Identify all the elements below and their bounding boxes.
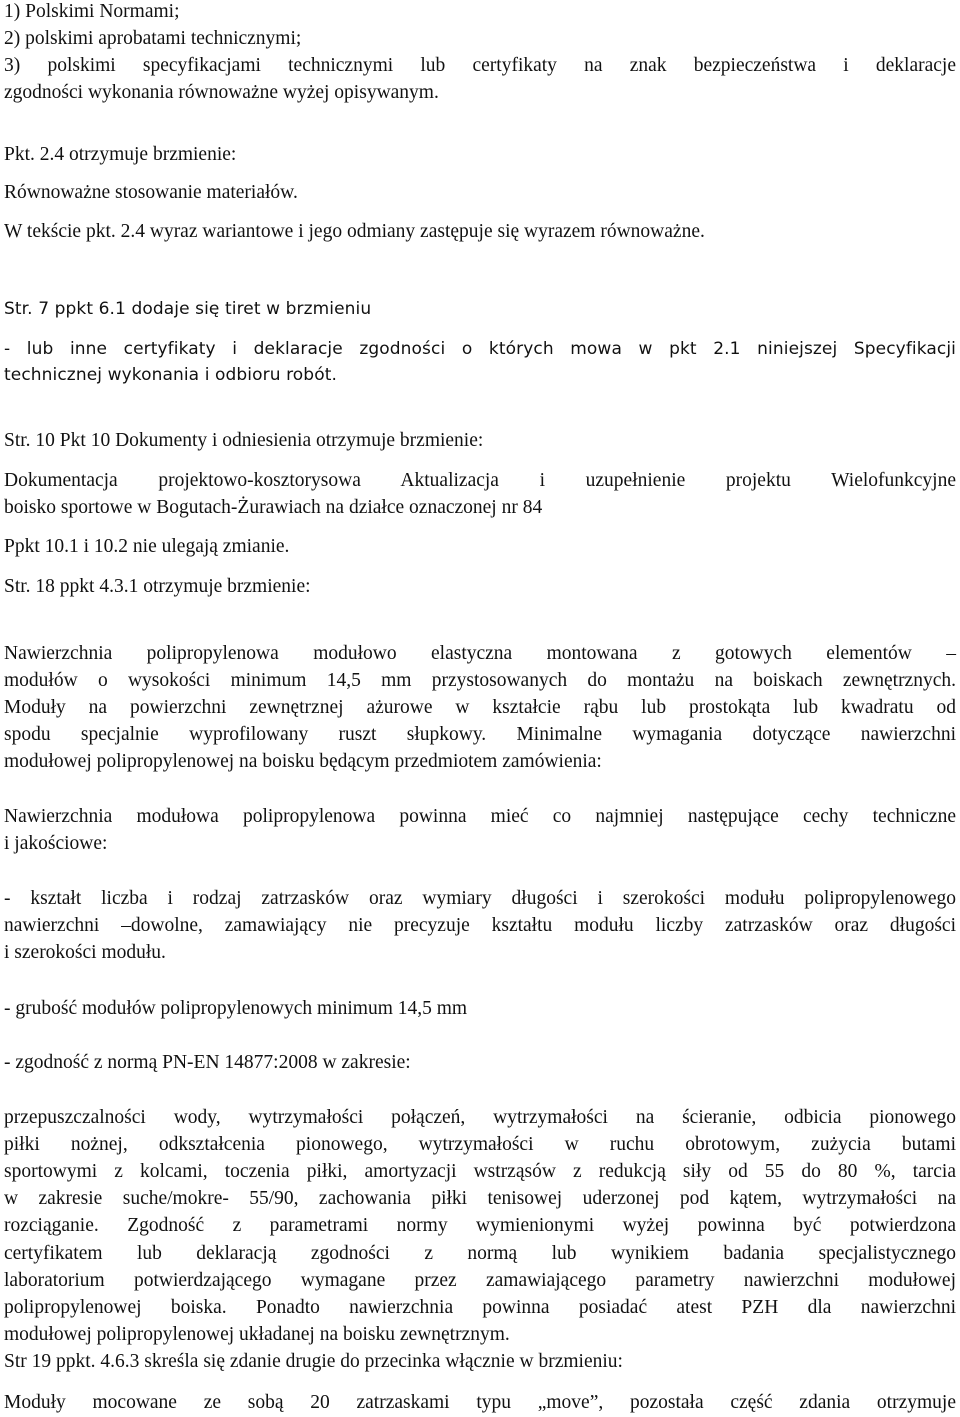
text-line: - zgodność z normą PN-EN 14877:2008 w zakresie: [4,1052,411,1073]
text-line: W tekście pkt. 2.4 wyraz wariantowe i jego odmiany zastępuje się wyrazem równoważne. [4,221,705,242]
text-line: laboratorium potwierdzającego wymagane przez zamawiającego parametry nawierzchni modułowej [4,1270,956,1291]
text-line: certyfikatem lub deklaracją zgodności z normą lub wynikiem badania specjalistycznego [4,1243,956,1264]
text-line: sportowymi z kolcami, toczenia piłki, amortyzacji wstrząsów z redukcją siły od 55 do 80 %, tarcia [4,1161,956,1182]
heading-line: Str. 18 ppkt 4.3.1 otrzymuje brzmienie: [4,576,311,597]
text-line: - kształt liczba i rodzaj zatrzasków oraz wymiary długości i szerokości modułu polipropylenowego [4,888,956,909]
text-line: Dokumentacja projektowo-kosztorysowa Aktualizacja i uzupełnienie projektu Wielofunkcyjne [4,470,956,491]
text-line: i jakościowe: [4,833,108,854]
text-line: Moduły na powierzchni zewnętrznej ażurowe w kształcie rąbu lub prostokąta lub kwadratu od [4,697,956,718]
text-line: polipropylenowej boiska. Ponadto nawierzchnia powinna posiadać atest PZH dla nawierzchni [4,1297,956,1318]
text-line: Ppkt 10.1 i 10.2 nie ulegają zmianie. [4,536,290,557]
text-line: przepuszczalności wody, wytrzymałości połączeń, wytrzymałości na ścieranie, odbicia pionowego [4,1107,956,1128]
text-line: Nawierzchnia polipropylenowa modułowo elastyczna montowana z gotowych elementów – [4,643,956,664]
text-line: technicznej wykonania i odbioru robót. [4,365,337,385]
text-line: Moduły mocowane ze sobą 20 zatrzaskami typu „move”, pozostała część zdania otrzymuje [4,1392,956,1413]
text-line: nawierzchni –dowolne, zamawiający nie precyzuje kształtu modułu liczby zatrzasków oraz długości [4,915,956,936]
text-line: w zakresie suche/mokre- 55/90, zachowania piłki tenisowej uderzonej pod kątem, wytrzymałości na [4,1188,956,1209]
heading-line: Str 19 ppkt. 4.6.3 skreśla się zdanie drugie do przecinka włącznie w brzmieniu: [4,1351,623,1372]
text-line: 2) polskimi aprobatami technicznymi; [4,28,302,49]
text-line: modułowej polipropylenowej na boisku będącym przedmiotem zamówienia: [4,751,602,772]
text-line: modułów o wysokości minimum 14,5 mm przystosowanych do montażu na boiskach zewnętrznych. [4,670,956,691]
text-line: i szerokości modułu. [4,942,166,963]
text-line: - grubość modułów polipropylenowych minimum 14,5 mm [4,998,468,1019]
heading-line: Str. 10 Pkt 10 Dokumenty i odniesienia otrzymuje brzmienie: [4,430,484,451]
text-line: zgodności wykonania równoważne wyżej opisywanym. [4,82,439,103]
text-line: spodu specjalnie wyprofilowany ruszt słupkowy. Minimalne wymagania dotyczące nawierzchni [4,724,956,745]
text-line: piłki nożnej, odkształcenia pionowego, wytrzymałości w ruchu obrotowym, zużycia butami [4,1134,956,1155]
text-line: - lub inne certyfikaty i deklaracje zgodności o których mowa w pkt 2.1 niniejszej Specyfikacji [4,339,956,359]
text-line: modułowej polipropylenowej układanej na boisku zewnętrznym. [4,1324,510,1345]
text-line: boisko sportowe w Bogutach-Żurawiach na działce oznaczonej nr 84 [4,497,543,518]
text-line: Nawierzchnia modułowa polipropylenowa powinna mieć co najmniej następujące cechy techniczne [4,806,956,827]
text-line: rozciąganie. Zgodność z parametrami normy wymienionymi wyżej powinna być potwierdzona [4,1215,956,1236]
heading-line: Pkt. 2.4 otrzymuje brzmienie: [4,144,237,165]
heading-line: Str. 7 ppkt 6.1 dodaje się tiret w brzmieniu [4,299,372,319]
text-line: 1) Polskimi Normami; [4,1,180,22]
text-line: 3) polskimi specyfikacjami technicznymi lub certyfikaty na znak bezpieczeństwa i deklaracje [4,55,956,76]
text-line: Równoważne stosowanie materiałów. [4,182,298,203]
